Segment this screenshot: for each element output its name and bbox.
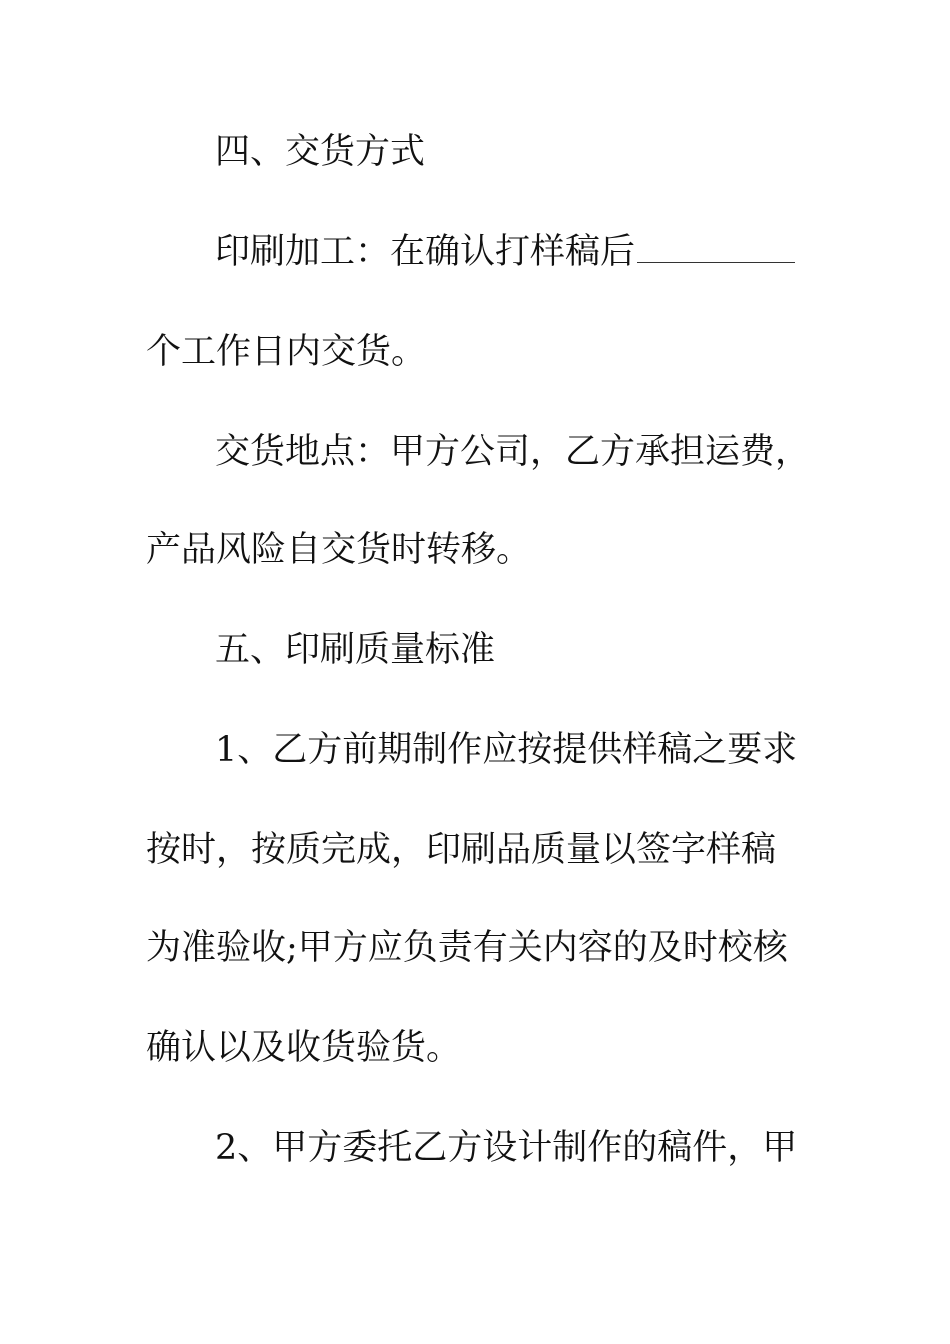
paragraph-line: 按时，按质完成，印刷品质量以签字样稿 [146,830,777,870]
fill-in-blank [637,232,795,263]
paragraph-line: 个工作日内交货。 [146,332,427,372]
section-heading-quality: 五、印刷质量标准 [215,630,496,670]
paragraph-line: 为准验收;甲方应负责有关内容的及时校核 [146,928,788,968]
paragraph-line: 确认以及收货验货。 [146,1028,462,1068]
section-heading-delivery: 四、交货方式 [215,132,426,172]
paragraph-line: 2、甲方委托乙方设计制作的稿件，甲 [215,1128,798,1168]
paragraph-line: 1、乙方前期制作应按提供样稿之要求 [215,730,798,770]
paragraph-line: 产品风险自交货时转移。 [146,530,532,570]
paragraph-line: 交货地点：甲方公司，乙方承担运费， [215,432,811,472]
paragraph-line [215,232,795,272]
paragraph-text: 印刷加工：在确认打样稿后 [215,232,636,272]
